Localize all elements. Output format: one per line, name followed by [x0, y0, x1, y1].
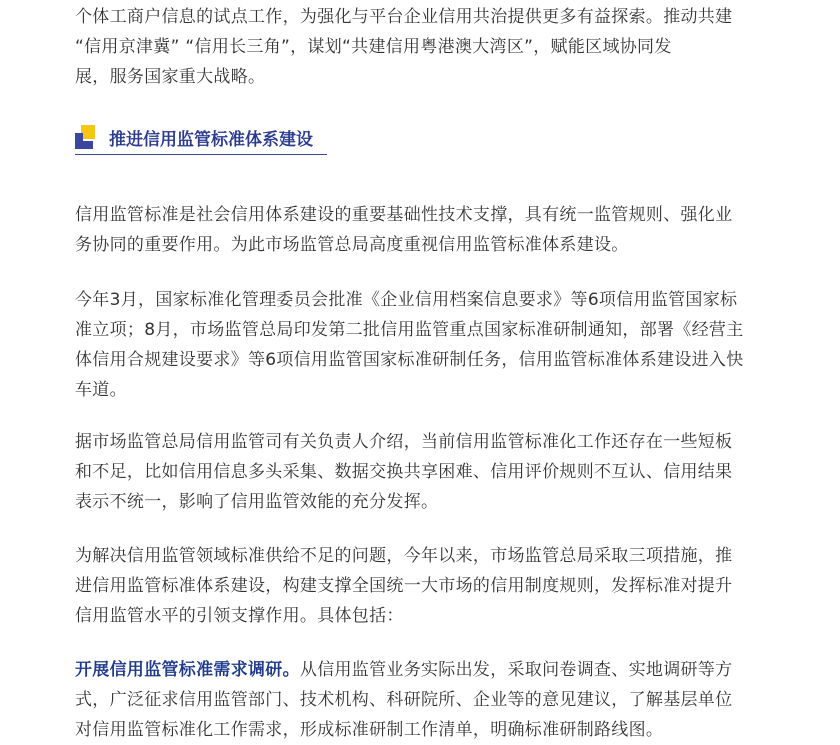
para1-line-2: 务协同的重要作用。为此市场监管总局高度重视信用监管标准体系建设。: [75, 235, 629, 255]
paragraph-1: [75, 200, 765, 260]
para2-line-1: 今年3月，国家标准化管理委员会批准《企业信用档案信息要求》等6项信用监管国家标: [75, 290, 738, 310]
icon-blue-base: [75, 141, 93, 149]
intro-line-3: 展，服务国家重大战略。: [75, 67, 266, 87]
intro-paragraph: [75, 2, 765, 92]
intro-line-1: 个体工商户信息的试点工作，为强化与平台企业信用共治提供更多有益探索。推动共建: [75, 7, 733, 27]
paragraph-5: [75, 655, 765, 745]
para5-line-1-rest: 从信用监管业务实际出发，采取问卷调查、实地调研等方: [299, 660, 733, 680]
para5-line-1: [75, 655, 765, 685]
para1-line-1: 信用监管标准是社会信用体系建设的重要基础性技术支撑，具有统一监管规则、强化业: [75, 205, 733, 225]
para4-line-2: 进信用监管标准体系建设，构建支撑全国统一大市场的信用制度规则，发挥标准对提升: [75, 576, 733, 596]
para4-line-3: 信用监管水平的引领支撑作用。具体包括：: [75, 606, 404, 626]
para3-line-2: 和不足，比如信用信息多头采集、数据交换共享困难、信用评价规则不互认、信用结果: [75, 462, 733, 482]
intro-line-2: “信用京津冀” “信用长三角”，谋划“共建信用粤港澳大湾区”，赋能区域协同发: [75, 37, 672, 57]
para5-highlight: 开展信用监管标准需求调研。: [75, 660, 300, 680]
section-heading: [75, 122, 327, 155]
para3-line-1: 据市场监管总局信用监管司有关负责人介绍，当前信用监管标准化工作还存在一些短板: [75, 432, 733, 452]
para5-line-3: 对信用监管标准化工作需求，形成标准研制工作清单，明确标准研制路线图。: [75, 720, 664, 740]
paragraph-4: [75, 541, 765, 631]
para2-line-2: 准立项；8月，市场监管总局印发第二批信用监管重点国家标准研制通知，部署《经营主: [75, 320, 744, 340]
paragraph-3: [75, 427, 765, 517]
para2-line-4: 车道。: [75, 380, 127, 400]
paragraph-2: [75, 285, 765, 405]
para5-line-2: 式，广泛征求信用监管部门、技术机构、科研院所、企业等的意见建议，了解基层单位: [75, 690, 733, 710]
para4-line-1: 为解决信用监管领域标准供给不足的问题，今年以来，市场监管总局采取三项措施，推: [75, 546, 733, 566]
square-blocks-icon: [75, 125, 99, 149]
section-title: 推进信用监管标准体系建设: [109, 130, 313, 150]
para2-line-3: 体信用合规建设要求》等6项信用监管国家标准研制任务，信用监管标准体系建设进入快: [75, 350, 744, 370]
icon-yellow-square: [81, 125, 95, 139]
para3-line-3: 表示不统一，影响了信用监管效能的充分发挥。: [75, 492, 439, 512]
